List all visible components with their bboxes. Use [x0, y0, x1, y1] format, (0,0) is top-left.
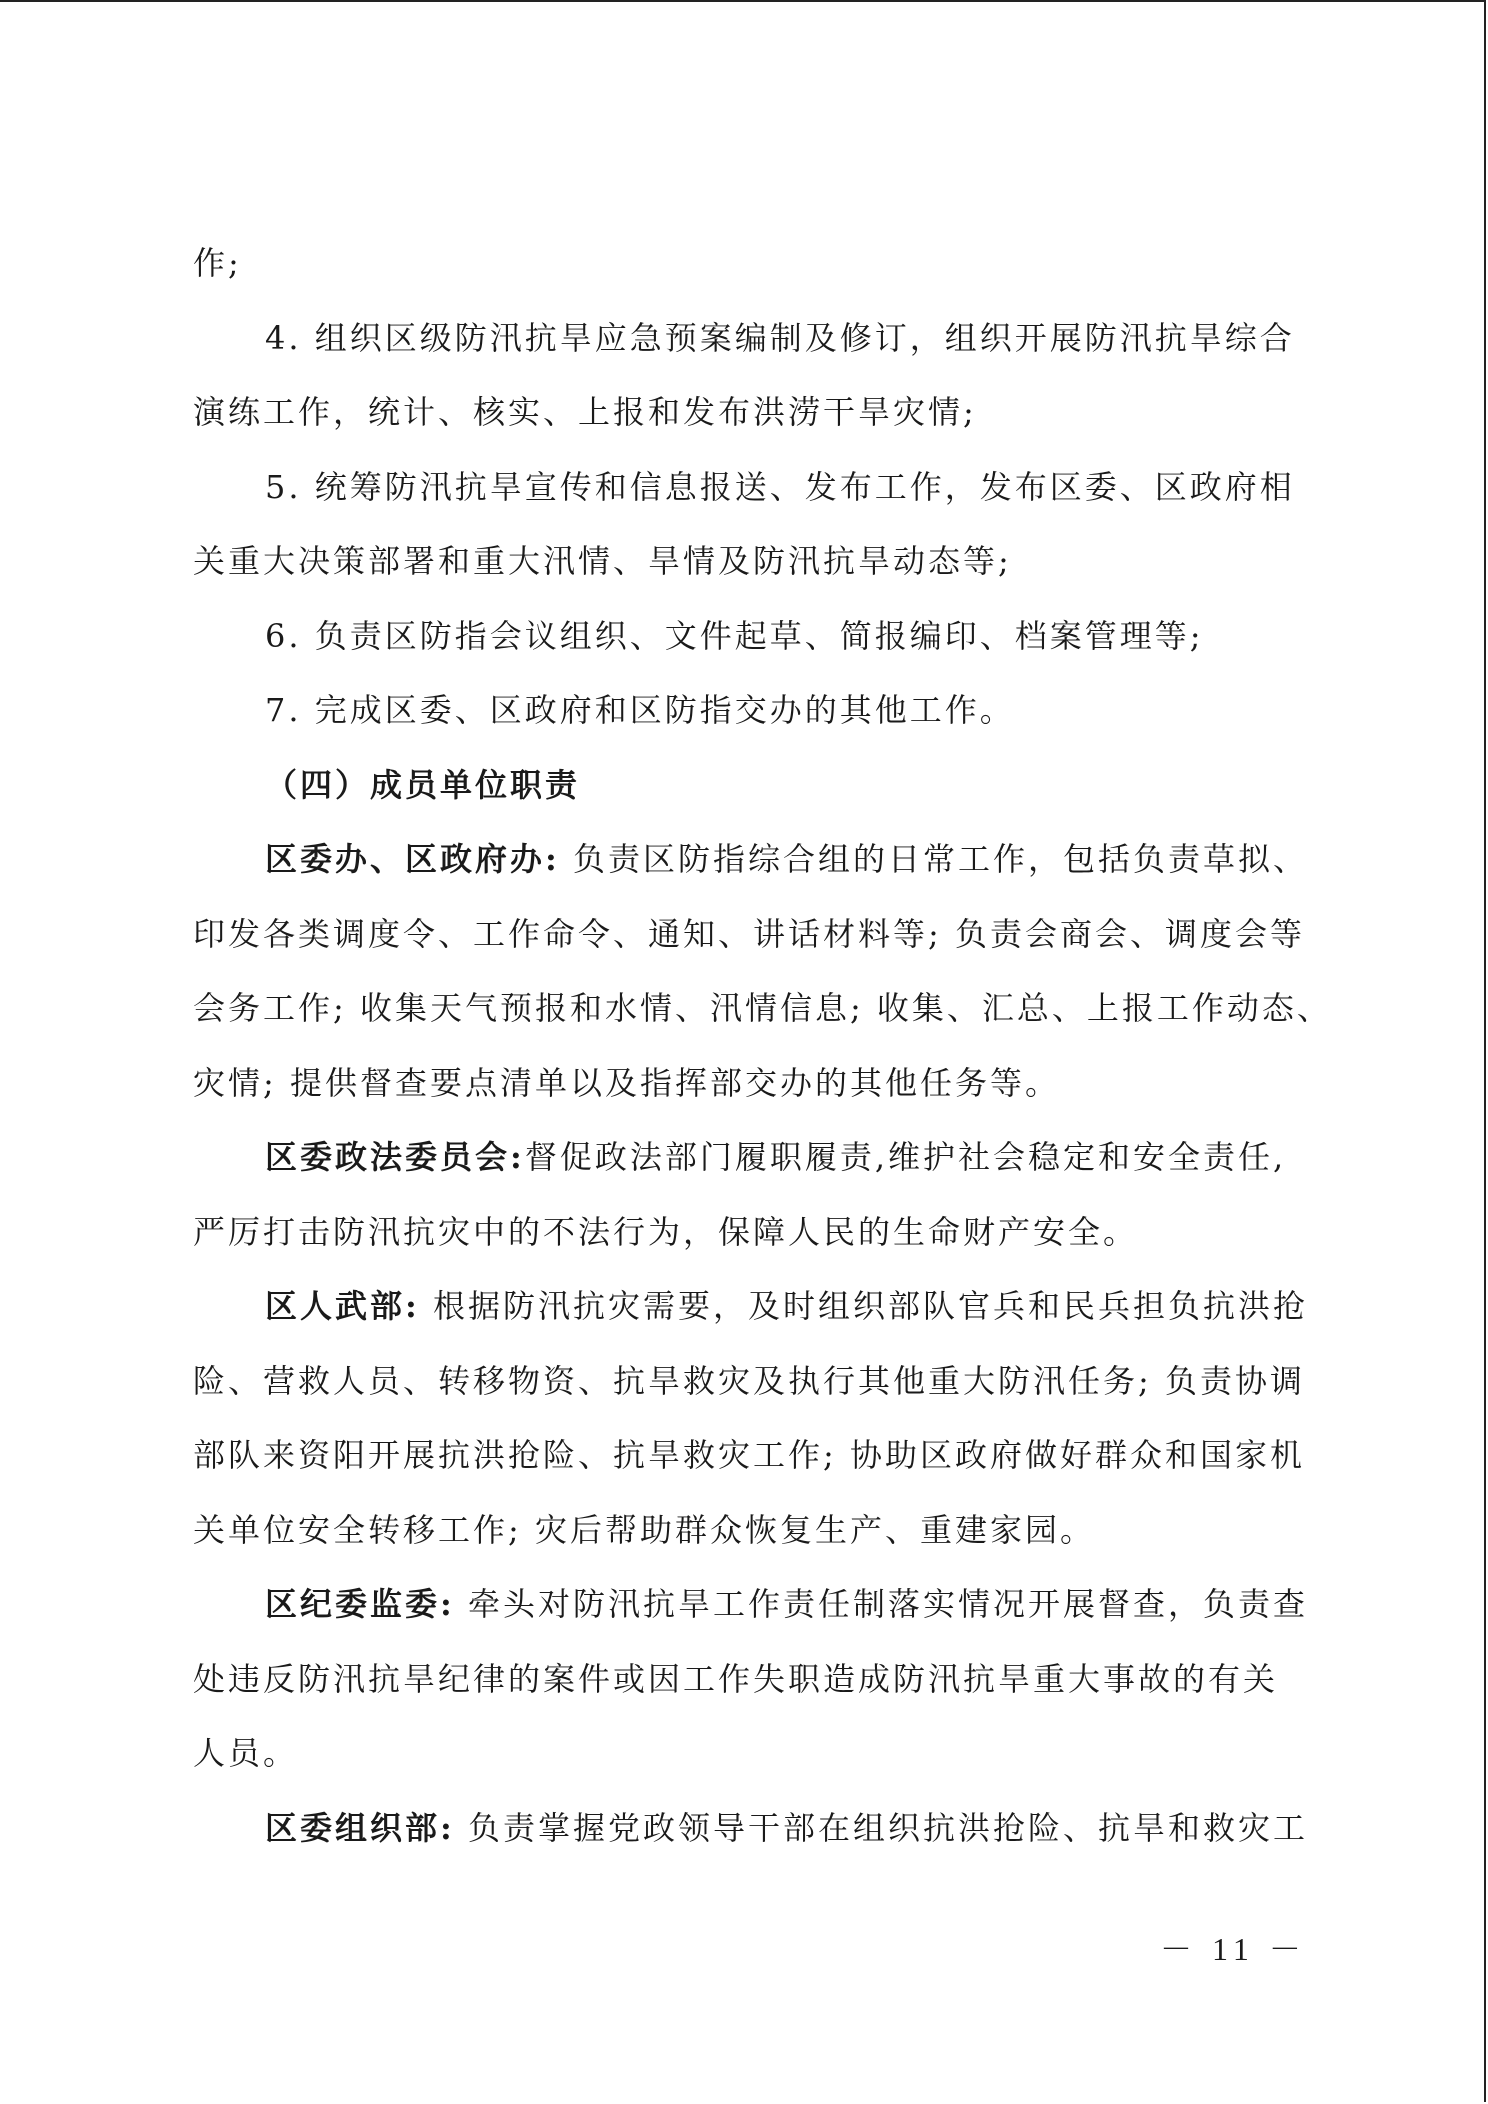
- text-line: 演练工作，统计、核实、上报和发布洪涝干旱灾情;: [193, 393, 977, 431]
- page-number: － 11 －: [1160, 1931, 1307, 1967]
- text-line: 处违反防汛抗旱纪律的案件或因工作失职造成防汛抗旱重大事故的有关: [193, 1659, 1279, 1698]
- paragraph-start: 区委政法委员会:督促政法部门履职履责,维护社会稳定和安全责任,: [265, 1138, 1287, 1176]
- text-line: 印发各类调度令、工作命令、通知、讲话材料等; 负责会商会、调度会等: [193, 914, 1305, 953]
- unit-name: 区委政法委员会:: [265, 1138, 525, 1176]
- unit-name: 区人武部:: [265, 1287, 420, 1325]
- paragraph-start: 区纪委监委: 牵头对防汛抗旱工作责任制落实情况开展督查，负责查: [265, 1585, 1309, 1623]
- list-item-5: 5. 统筹防汛抗旱宣传和信息报送、发布工作，发布区委、区政府相: [265, 467, 1295, 506]
- paragraph-start: 区人武部: 根据防汛抗灾需要，及时组织部队官兵和民兵担负抗洪抢: [265, 1287, 1309, 1325]
- unit-name: 区纪委监委:: [265, 1585, 455, 1623]
- text-line: 严厉打击防汛抗灾中的不法行为，保障人民的生命财产安全。: [193, 1212, 1139, 1251]
- text-line: 人员。: [193, 1734, 299, 1772]
- text-line: 作;: [193, 244, 242, 282]
- text-line: 灾情; 提供督查要点清单以及指挥部交办的其他任务等。: [193, 1063, 1060, 1102]
- unit-name: 区委组织部:: [265, 1808, 455, 1847]
- paragraph-start: 区委组织部: 负责掌握党政领导干部在组织抗洪抢险、抗旱和救灾工: [265, 1808, 1309, 1847]
- text-line: 部队来资阳开展抗洪抢险、抗旱救灾工作; 协助区政府做好群众和国家机: [193, 1436, 1305, 1474]
- text-line: 会务工作; 收集天气预报和水情、汛情信息; 收集、汇总、上报工作动态、: [193, 989, 1332, 1027]
- list-item-6: 6. 负责区防指会议组织、文件起草、简报编印、档案管理等;: [265, 616, 1204, 655]
- text-line: 关单位安全转移工作; 灾后帮助群众恢复生产、重建家园。: [193, 1510, 1095, 1549]
- text-line: 险、营救人员、转移物资、抗旱救灾及执行其他重大防汛任务; 负责协调: [193, 1361, 1305, 1400]
- text-line: 关重大决策部署和重大汛情、旱情及防汛抗旱动态等;: [193, 542, 1012, 580]
- list-item-7: 7. 完成区委、区政府和区防指交办的其他工作。: [265, 691, 1015, 729]
- list-item-4: 4. 组织区级防汛抗旱应急预案编制及修订，组织开展防汛抗旱综合: [265, 318, 1295, 357]
- document-body: [193, 226, 1332, 1865]
- paragraph-start: 区委办、区政府办: 负责区防指综合组的日常工作，包括负责草拟、: [265, 840, 1309, 878]
- unit-name: 区委办、区政府办:: [265, 840, 560, 878]
- section-heading: （四）成员单位职责: [265, 765, 581, 804]
